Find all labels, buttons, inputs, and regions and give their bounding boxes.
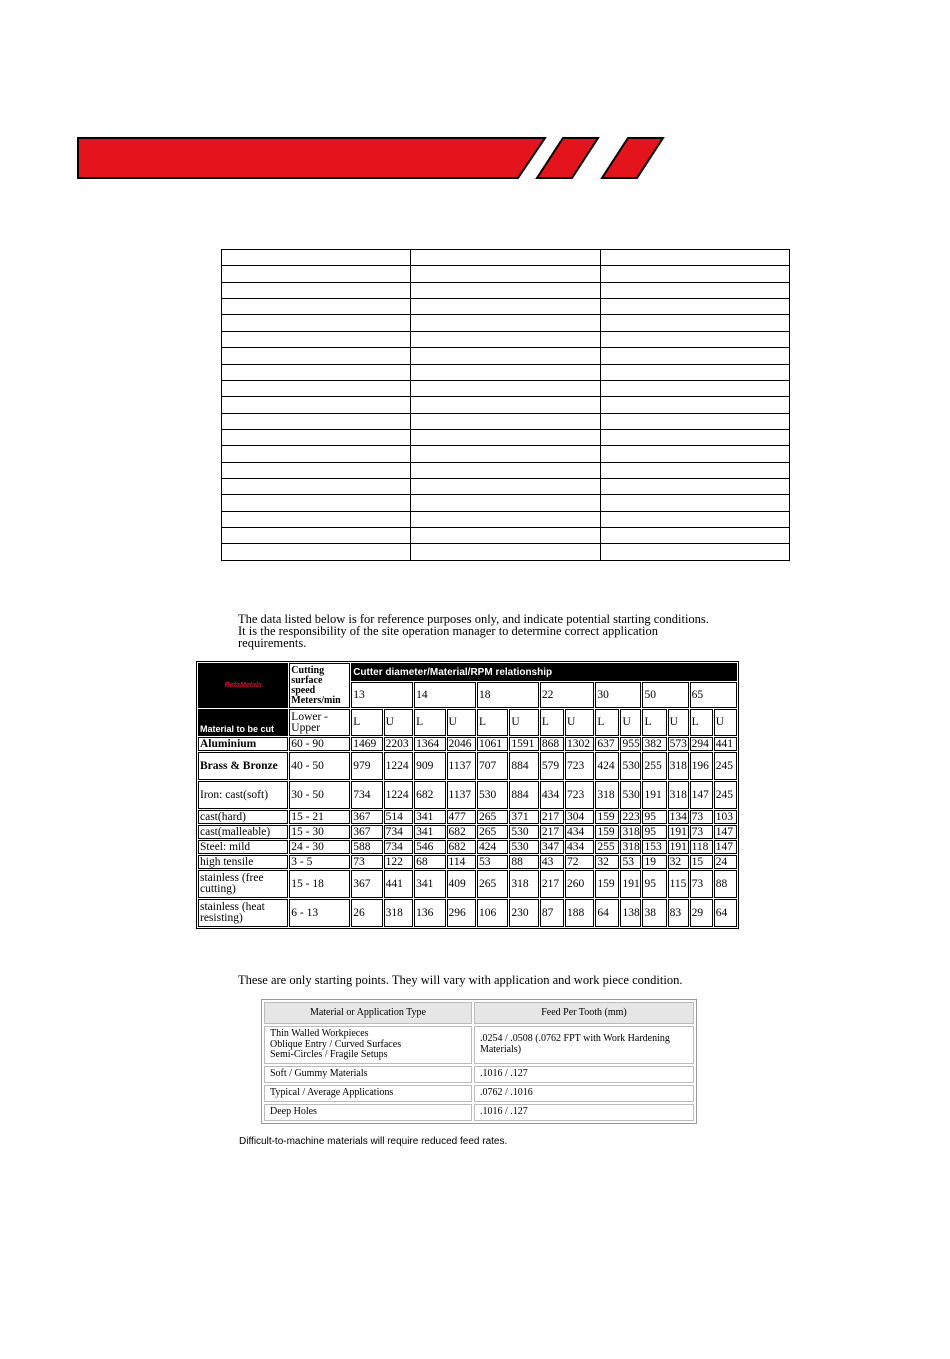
rpm-value: 294 [690, 737, 713, 751]
grid-row [222, 348, 790, 364]
grid-cell [600, 380, 789, 396]
material-name: cast(hard) [198, 810, 288, 824]
diameter-header: 65 [690, 682, 737, 708]
rpm-value: 434 [565, 840, 594, 854]
rpm-value: 73 [690, 825, 713, 839]
upper-header: U [668, 709, 689, 736]
material-name: cast(malleable) [198, 825, 288, 839]
material-name: stainless (free cutting) [198, 870, 288, 898]
rpm-value: 38 [642, 899, 666, 927]
rpm-value: 73 [690, 810, 713, 824]
application-type: Soft / Gummy Materials [264, 1066, 472, 1083]
grid-cell [600, 446, 789, 462]
grid-cell [411, 511, 600, 527]
rpm-value: 147 [690, 781, 713, 809]
grid-row [222, 429, 790, 445]
rpm-value: 434 [565, 825, 594, 839]
rpm-value: 191 [642, 781, 666, 809]
rpm-value: 217 [540, 810, 564, 824]
rpm-value: 682 [414, 781, 445, 809]
grid-row [222, 413, 790, 429]
grid-row [222, 397, 790, 413]
feed-row [264, 1026, 694, 1064]
grid-cell [222, 544, 411, 561]
feed-row [264, 1104, 694, 1121]
rpm-value: 530 [477, 781, 508, 809]
lower-header: L [477, 709, 508, 736]
rpm-value: 1224 [384, 781, 413, 809]
diameter-header: 30 [595, 682, 641, 708]
rpm-value: 530 [620, 781, 641, 809]
cutting-speed: 60 - 90 [289, 737, 350, 751]
cutting-speed: 15 - 18 [289, 870, 350, 898]
rpm-value: 73 [690, 870, 713, 898]
grid-cell [222, 462, 411, 478]
rpm-value: 682 [447, 840, 476, 854]
rpm-value: 341 [414, 810, 445, 824]
rpm-value: 579 [540, 752, 564, 780]
rpm-value: 64 [595, 899, 619, 927]
grid-row [222, 315, 790, 331]
rpm-value: 318 [384, 899, 413, 927]
diameter-header: 14 [414, 682, 476, 708]
grid-row [222, 462, 790, 478]
rpm-value: 72 [565, 855, 594, 869]
material-row [198, 840, 737, 854]
material-row [198, 737, 737, 751]
rpm-value: 734 [384, 840, 413, 854]
application-type: Thin Walled Workpieces Oblique Entry / Curved Surfaces Semi-Circles / Fragile Setups [264, 1026, 472, 1064]
grid-row [222, 266, 790, 282]
grid-cell [600, 348, 789, 364]
lower-header: L [351, 709, 382, 736]
grid-cell [222, 429, 411, 445]
grid-cell [600, 266, 789, 282]
rpm-value: 159 [595, 825, 619, 839]
rpm-value: 734 [384, 825, 413, 839]
rpm-value: 1137 [447, 752, 476, 780]
upper-header: U [447, 709, 476, 736]
feed-header-fpt: Feed Per Tooth (mm) [474, 1002, 694, 1024]
rpm-value: 441 [714, 737, 737, 751]
grid-cell [600, 315, 789, 331]
rpm-value: 1137 [447, 781, 476, 809]
grid-cell [600, 544, 789, 561]
grid-cell [600, 282, 789, 298]
upper-header: U [384, 709, 413, 736]
rpm-value: 367 [351, 825, 382, 839]
rpm-value: 1061 [477, 737, 508, 751]
rpm-value: 68 [414, 855, 445, 869]
rpm-value: 136 [414, 899, 445, 927]
rpm-value: 979 [351, 752, 382, 780]
rpm-value: 637 [595, 737, 619, 751]
brand-logo: RotaMetals [224, 682, 262, 689]
rpm-value: 367 [351, 870, 382, 898]
rpm-value: 723 [565, 752, 594, 780]
grid-cell [222, 446, 411, 462]
rpm-value: 884 [509, 752, 538, 780]
rpm-value: 1302 [565, 737, 594, 751]
rpm-value: 24 [714, 855, 737, 869]
rpm-value: 530 [620, 752, 641, 780]
banner-stripe-1 [537, 138, 598, 178]
rpm-value: 265 [477, 810, 508, 824]
grid-row [222, 446, 790, 462]
rpm-value: 723 [565, 781, 594, 809]
rpm-value: 147 [714, 840, 737, 854]
rpm-value: 371 [509, 810, 538, 824]
lower-header: L [595, 709, 619, 736]
grid-cell [411, 446, 600, 462]
rpm-value: 530 [509, 825, 538, 839]
rpm-value: 884 [509, 781, 538, 809]
lower-header: L [690, 709, 713, 736]
grid-cell [222, 364, 411, 380]
rpm-value: 265 [477, 870, 508, 898]
grid-cell [600, 429, 789, 445]
rpm-value: 514 [384, 810, 413, 824]
application-type: Typical / Average Applications [264, 1085, 472, 1102]
application-type: Deep Holes [264, 1104, 472, 1121]
rpm-value: 83 [668, 899, 689, 927]
rpm-value: 95 [642, 825, 666, 839]
rpm-value: 265 [477, 825, 508, 839]
red-banner [0, 0, 950, 200]
reference-note: The data listed below is for reference purposes only, and indicate potential starting conditions. It is the responsibility of the site operation manager to determine correct application requirements. [238, 612, 709, 650]
feed-per-tooth: .1016 / .127 [474, 1066, 694, 1083]
lower-header: L [642, 709, 666, 736]
material-row [198, 810, 737, 824]
rpm-value: 318 [622, 825, 640, 838]
grid-cell [600, 331, 789, 347]
grid-cell [411, 479, 600, 495]
rpm-value: 318 [509, 870, 538, 898]
rpm-value: 115 [668, 870, 689, 898]
feed-per-tooth: .0762 / .1016 [474, 1085, 694, 1102]
rpm-value: 26 [351, 899, 382, 927]
grid-cell [222, 495, 411, 511]
rpm-value: 409 [447, 870, 476, 898]
diameter-header: 50 [642, 682, 688, 708]
grid-row [222, 511, 790, 527]
rpm-value: 64 [714, 899, 737, 927]
grid-cell [600, 299, 789, 315]
grid-cell [222, 315, 411, 331]
grid-row [222, 364, 790, 380]
rpm-value: 159 [595, 870, 619, 898]
grid-row [222, 331, 790, 347]
rpm-value: 441 [384, 870, 413, 898]
grid-cell [411, 331, 600, 347]
grid-cell [222, 250, 411, 266]
rpm-value: 217 [540, 870, 564, 898]
rpm-value: 2203 [384, 737, 413, 751]
rpm-value: 1224 [384, 752, 413, 780]
grid-cell [600, 511, 789, 527]
rpm-value: 53 [620, 855, 641, 869]
rpm-value: 95 [642, 810, 666, 824]
upper-header: U [509, 709, 538, 736]
rpm-value: 347 [540, 840, 564, 854]
diameter-header: 13 [351, 682, 413, 708]
grid-cell [411, 250, 600, 266]
rpm-value: 424 [595, 752, 619, 780]
rpm-value: 260 [565, 870, 594, 898]
rpm-value: 88 [509, 855, 538, 869]
rpm-value: 909 [414, 752, 445, 780]
grid-cell [411, 462, 600, 478]
material-name: Brass & Bronze [198, 752, 288, 780]
grid-cell [222, 528, 411, 544]
feed-row [264, 1085, 694, 1102]
material-row [198, 899, 737, 927]
rpm-value: 217 [540, 825, 564, 839]
grid-cell [222, 348, 411, 364]
rpm-value: 255 [642, 752, 666, 780]
grid-cell [411, 495, 600, 511]
rpm-value: 318 [668, 752, 689, 780]
rpm-value: 87 [540, 899, 564, 927]
rpm-value: 304 [565, 810, 594, 824]
diameter-header: 18 [477, 682, 539, 708]
grid-cell [411, 348, 600, 364]
rpm-value: 53 [477, 855, 508, 869]
grid-cell [600, 528, 789, 544]
rpm-value: 32 [595, 855, 619, 869]
rpm-value: 2046 [447, 737, 476, 751]
rpm-value: 682 [447, 825, 476, 839]
difficult-note: Difficult-to-machine materials will require reduced feed rates. [239, 1136, 508, 1147]
rpm-value: 103 [714, 810, 737, 824]
grid-cell [411, 282, 600, 298]
grid-cell [222, 331, 411, 347]
grid-cell [222, 299, 411, 315]
material-row [198, 870, 737, 898]
cutting-speed: 40 - 50 [289, 752, 350, 780]
rpm-value: 318 [668, 781, 689, 809]
grid-cell [222, 380, 411, 396]
rpm-value: 191 [620, 870, 641, 898]
rpm-value: 88 [714, 870, 737, 898]
feed-row [264, 1066, 694, 1083]
grid-cell [600, 462, 789, 478]
rpm-value: 43 [540, 855, 564, 869]
rpm-value: 573 [669, 737, 687, 750]
rpm-value: 106 [477, 899, 508, 927]
cutting-speed: 3 - 5 [289, 855, 350, 869]
grid-row [222, 282, 790, 298]
rpm-value: 318 [622, 840, 640, 853]
rpm-value: 255 [595, 840, 619, 854]
grid-cell [600, 479, 789, 495]
grid-row [222, 479, 790, 495]
rpm-value: 318 [595, 781, 619, 809]
lower-header: L [414, 709, 445, 736]
grid-cell [222, 511, 411, 527]
grid-cell [411, 429, 600, 445]
rpm-value: 546 [414, 840, 445, 854]
cutting-speed: 15 - 30 [289, 825, 350, 839]
rpm-value: 434 [540, 781, 564, 809]
grid-cell [222, 479, 411, 495]
material-name: Steel: mild [198, 840, 288, 854]
grid-row [222, 544, 790, 561]
range-header: Lower - Upper [289, 709, 350, 736]
rpm-value: 223 [622, 810, 640, 823]
banner-bar [78, 138, 545, 178]
rpm-value: 29 [690, 899, 713, 927]
rpm-value: 530 [509, 840, 538, 854]
material-row [198, 855, 737, 869]
rpm-value: 147 [714, 825, 737, 839]
rpm-value: 159 [595, 810, 619, 824]
material-name: Iron: cast(soft) [198, 781, 288, 809]
upper-header: U [565, 709, 594, 736]
rpm-value: 245 [714, 781, 737, 809]
grid-cell [411, 397, 600, 413]
rpm-value: 1469 [351, 737, 382, 751]
rpm-value: 118 [690, 840, 713, 854]
rpm-value: 95 [642, 870, 666, 898]
rpm-value: 73 [351, 855, 382, 869]
material-row [198, 825, 737, 839]
rpm-value: 868 [540, 737, 564, 751]
rpm-value: 32 [668, 855, 689, 869]
grid-cell [222, 266, 411, 282]
grid-cell [222, 282, 411, 298]
rpm-value: 19 [642, 855, 666, 869]
speed-header: Cutting surface speed Meters/min [289, 663, 350, 708]
lower-header: L [540, 709, 564, 736]
banner-stripe-2 [602, 138, 663, 178]
rpm-value: 196 [690, 752, 713, 780]
rpm-value: 191 [669, 840, 687, 853]
grid-cell [600, 364, 789, 380]
feed-header-type: Material or Application Type [264, 1002, 472, 1024]
material-name: stainless (heat resisting) [198, 899, 288, 927]
rpm-value: 153 [642, 840, 666, 854]
grid-cell [222, 413, 411, 429]
rpm-value: 114 [447, 855, 476, 869]
table-title: Cutter diameter/Material/RPM relationship [351, 663, 737, 681]
diameter-header: 22 [540, 682, 595, 708]
grid-cell [411, 315, 600, 331]
upper-header: U [620, 709, 641, 736]
rpm-value: 955 [622, 737, 640, 750]
cutting-speed: 24 - 30 [289, 840, 350, 854]
material-header: Material to be cut [198, 709, 288, 736]
feed-per-tooth: .1016 / .127 [474, 1104, 694, 1121]
upper-header: U [714, 709, 737, 736]
grid-cell [411, 528, 600, 544]
grid-cell [411, 544, 600, 561]
rpm-value: 191 [669, 825, 687, 838]
material-row [198, 752, 737, 780]
rpm-value: 134 [669, 810, 687, 823]
rpm-value: 734 [351, 781, 382, 809]
rpm-value: 588 [351, 840, 382, 854]
rpm-value: 341 [414, 870, 445, 898]
rpm-value: 382 [642, 737, 666, 751]
rpm-value: 341 [414, 825, 445, 839]
rpm-value: 296 [447, 899, 476, 927]
rpm-value: 230 [509, 899, 538, 927]
material-name: high tensile [198, 855, 288, 869]
logo-cell [198, 663, 288, 708]
grid-row [222, 299, 790, 315]
empty-grid-table [221, 249, 790, 561]
material-name: Aluminium [198, 737, 288, 751]
grid-cell [411, 266, 600, 282]
grid-cell [600, 397, 789, 413]
grid-row [222, 495, 790, 511]
grid-cell [411, 380, 600, 396]
cutting-speed: 30 - 50 [289, 781, 350, 809]
material-row [198, 781, 737, 809]
grid-row [222, 380, 790, 396]
grid-cell [222, 397, 411, 413]
starting-points-note: These are only starting points. They will vary with application and work piece condition. [238, 973, 683, 987]
rpm-value: 188 [565, 899, 594, 927]
rpm-value: 707 [477, 752, 508, 780]
grid-cell [411, 364, 600, 380]
rpm-value: 245 [714, 752, 737, 780]
grid-cell [411, 299, 600, 315]
cutting-speed: 6 - 13 [289, 899, 350, 927]
grid-cell [600, 250, 789, 266]
rpm-value: 15 [690, 855, 713, 869]
rpm-table [196, 661, 739, 929]
grid-row [222, 250, 790, 266]
rpm-value: 1364 [414, 737, 445, 751]
rpm-value: 1591 [509, 737, 538, 751]
rpm-value: 424 [477, 840, 508, 854]
grid-cell [411, 413, 600, 429]
rpm-value: 367 [351, 810, 382, 824]
cutting-speed: 15 - 21 [289, 810, 350, 824]
grid-cell [600, 495, 789, 511]
rpm-value: 122 [384, 855, 413, 869]
grid-cell [600, 413, 789, 429]
rpm-value: 138 [620, 899, 641, 927]
grid-row [222, 528, 790, 544]
feed-per-tooth: .0254 / .0508 (.0762 FPT with Work Hardening Materials) [474, 1026, 694, 1064]
rpm-value: 477 [447, 810, 476, 824]
feed-table [261, 999, 697, 1124]
